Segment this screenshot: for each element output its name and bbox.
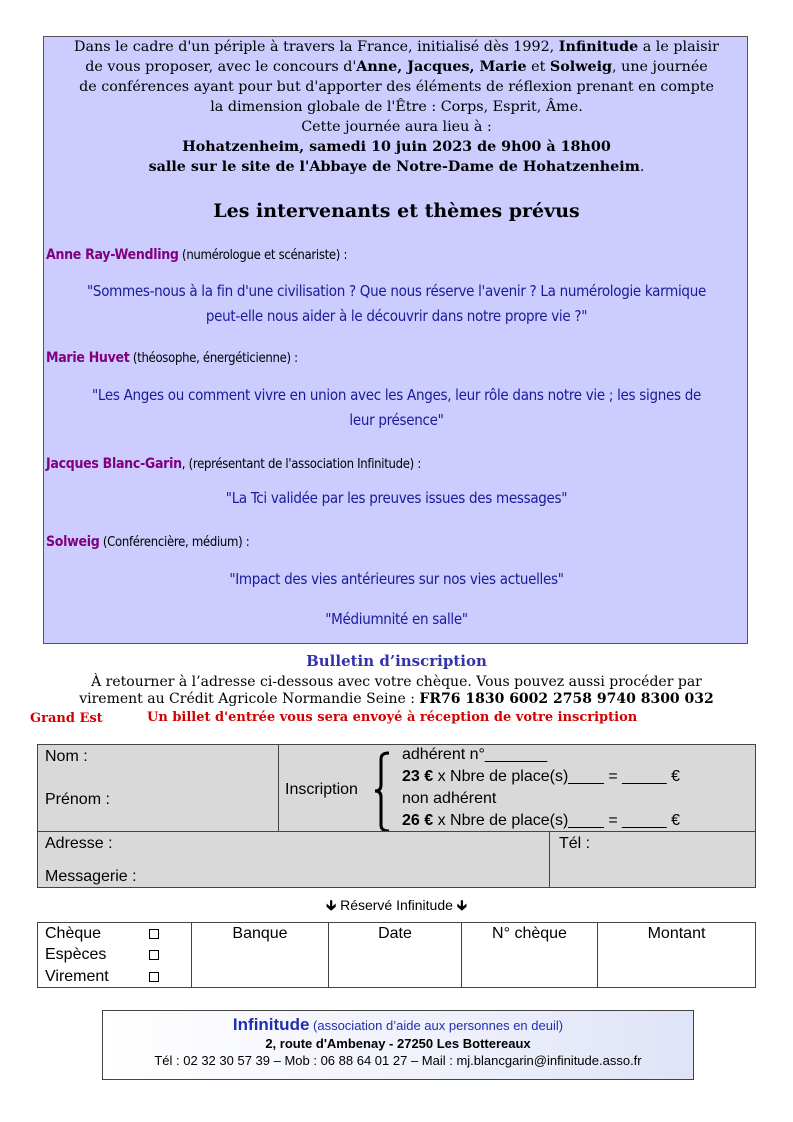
tel-label: Tél : [559, 835, 591, 852]
nom-label: Nom : [45, 748, 88, 765]
address-cell[interactable] [37, 831, 550, 888]
footer-box [102, 1010, 694, 1080]
intro-line-3: de conférences ayant pour but d'apporter des éléments de réflexion prenant en compte [79, 79, 714, 95]
speaker-name-bold: Solweig [549, 59, 613, 75]
places-adherent: x Nbre de place(s)____ = _____ € [433, 768, 680, 785]
adherent-price-line[interactable] [402, 768, 680, 786]
speaker-names-bold: Anne, Jacques, Marie [356, 59, 527, 75]
banque-label: Banque [232, 925, 288, 942]
curly-brace-icon [373, 751, 393, 831]
especes-checkbox[interactable] [149, 950, 159, 960]
speaker-4-theme-1: "Impact des vies antérieures sur nos vies actuelles" [229, 570, 564, 588]
bank-text: virement au Crédit Agricole Normandie Seine : [79, 691, 420, 707]
intro-line-5: Cette journée aura lieu à : [301, 119, 492, 135]
non-adherent-price-line[interactable] [402, 812, 680, 830]
speaker-2 [46, 350, 298, 366]
price-adherent: 23 € [402, 768, 434, 785]
speaker-desc: (Conférencière, médium) : [99, 535, 250, 550]
speaker-desc: , (représentant de l'association Infinitude) : [181, 457, 421, 472]
footer-org-line [103, 1015, 693, 1036]
speaker-2-theme-line-2: leur présence" [349, 411, 444, 429]
speakers-title: Les intervenants et thèmes prévus [213, 200, 580, 222]
num-cheque-cell[interactable] [461, 922, 598, 988]
speaker-1 [46, 247, 347, 263]
footer-contact[interactable]: Tél : 02 32 30 57 39 – Mob : 06 88 64 01 27 – Mail : mj.blancgarin@infinitude.asso.fr [154, 1053, 642, 1068]
tel-cell[interactable] [549, 831, 756, 888]
ticket-note: Un billet d'entrée vous sera envoyé à réception de votre inscription [147, 710, 638, 725]
speaker-4 [46, 534, 249, 550]
adresse-label: Adresse : [45, 835, 113, 852]
venue-bold: salle sur le site de l'Abbaye de Notre-Dame de Hohatzenheim [148, 159, 640, 175]
inscription-label: Inscription [285, 781, 358, 798]
montant-label: Montant [647, 925, 706, 942]
virement-label: Virement [45, 968, 109, 985]
prenom-label: Prénom : [45, 791, 110, 808]
intro-text: et [526, 59, 550, 75]
iban: FR76 1830 6002 2758 9740 8300 032 [419, 691, 714, 707]
intro-text: de vous proposer, avec le concours d' [85, 59, 357, 75]
footer-org-name: Infinitude [232, 1015, 310, 1034]
intro-line-2 [44, 58, 749, 78]
intro-line-4: la dimension globale de l'Être : Corps, Esprit, Âme. [210, 99, 583, 115]
arrow-down-icon: 🡳 [326, 897, 337, 913]
intro-box [43, 36, 748, 644]
speaker-3 [46, 456, 421, 472]
date-label: Date [378, 925, 412, 942]
intro-text: Dans le cadre d'un périple à travers la France, initialisé dès 1992, [74, 39, 559, 55]
num-cheque-label: N° chèque [492, 925, 567, 942]
payment-method-cell [37, 922, 192, 988]
virement-checkbox[interactable] [149, 972, 159, 982]
speaker-name: Jacques Blanc-Garin [46, 456, 182, 472]
adherent-label[interactable]: adhérent n°_______ [402, 746, 548, 763]
speaker-1-theme-line-1: "Sommes-nous à la fin d'une civilisation ? Que nous réserve l'avenir ? La numérologie karmique [87, 282, 706, 300]
speaker-name: Marie Huvet [46, 350, 130, 366]
event-date-location: Hohatzenheim, samedi 10 juin 2023 de 9h00 à 18h00 [182, 139, 611, 155]
reserved-line [0, 895, 793, 919]
speaker-name: Anne Ray-Wendling [46, 247, 179, 263]
grand-est-label: Grand Est [30, 711, 103, 726]
bulletin-bank-line [0, 691, 793, 708]
footer-address: 2, route d'Ambenay - 27250 Les Bottereaux [265, 1036, 531, 1051]
places-non-adherent: x Nbre de place(s)____ = _____ € [433, 812, 680, 829]
speaker-4-theme-2: "Médiumnité en salle" [325, 610, 468, 628]
price-non-adherent: 26 € [402, 812, 434, 829]
org-name-bold: Infinitude [558, 39, 639, 55]
speaker-1-theme-line-2: peut-elle nous aider à le découvrir dans notre propre vie ?" [205, 307, 588, 325]
name-cell[interactable] [37, 744, 279, 832]
inscription-cell [278, 744, 756, 832]
bulletin-instructions: À retourner à l’adresse ci-dessous avec votre chèque. Vous pouvez aussi procéder par [91, 674, 702, 690]
speaker-3-theme: "La Tci validée par les preuves issues des messages" [225, 489, 568, 507]
montant-cell[interactable] [597, 922, 756, 988]
cheque-checkbox[interactable] [149, 929, 159, 939]
intro-line-1 [44, 38, 749, 58]
speaker-desc: (théosophe, énergéticienne) : [129, 351, 298, 366]
intro-text: . [639, 159, 645, 175]
messagerie-label: Messagerie : [45, 868, 137, 885]
reserved-label: Réservé Infinitude [340, 897, 453, 913]
especes-label: Espèces [45, 946, 107, 963]
speaker-2-theme-line-1: "Les Anges ou comment vivre en union avec les Anges, leur rôle dans notre vie ; les signes de [92, 386, 701, 404]
arrow-down-icon: 🡳 [456, 897, 467, 913]
speaker-desc: (numérologue et scénariste) : [178, 248, 348, 263]
cheque-label: Chèque [45, 925, 102, 942]
bulletin-title: Bulletin d’inscription [306, 652, 487, 670]
intro-text: , une journée [612, 59, 708, 75]
date-cell[interactable] [328, 922, 462, 988]
speaker-name: Solweig [46, 534, 100, 550]
footer-org-desc: (association d’aide aux personnes en deuil) [309, 1018, 564, 1033]
banque-cell[interactable] [191, 922, 329, 988]
intro-text: a le plaisir [638, 39, 719, 55]
non-adherent-label: non adhérent [402, 790, 497, 807]
intro-line-7 [44, 158, 749, 178]
